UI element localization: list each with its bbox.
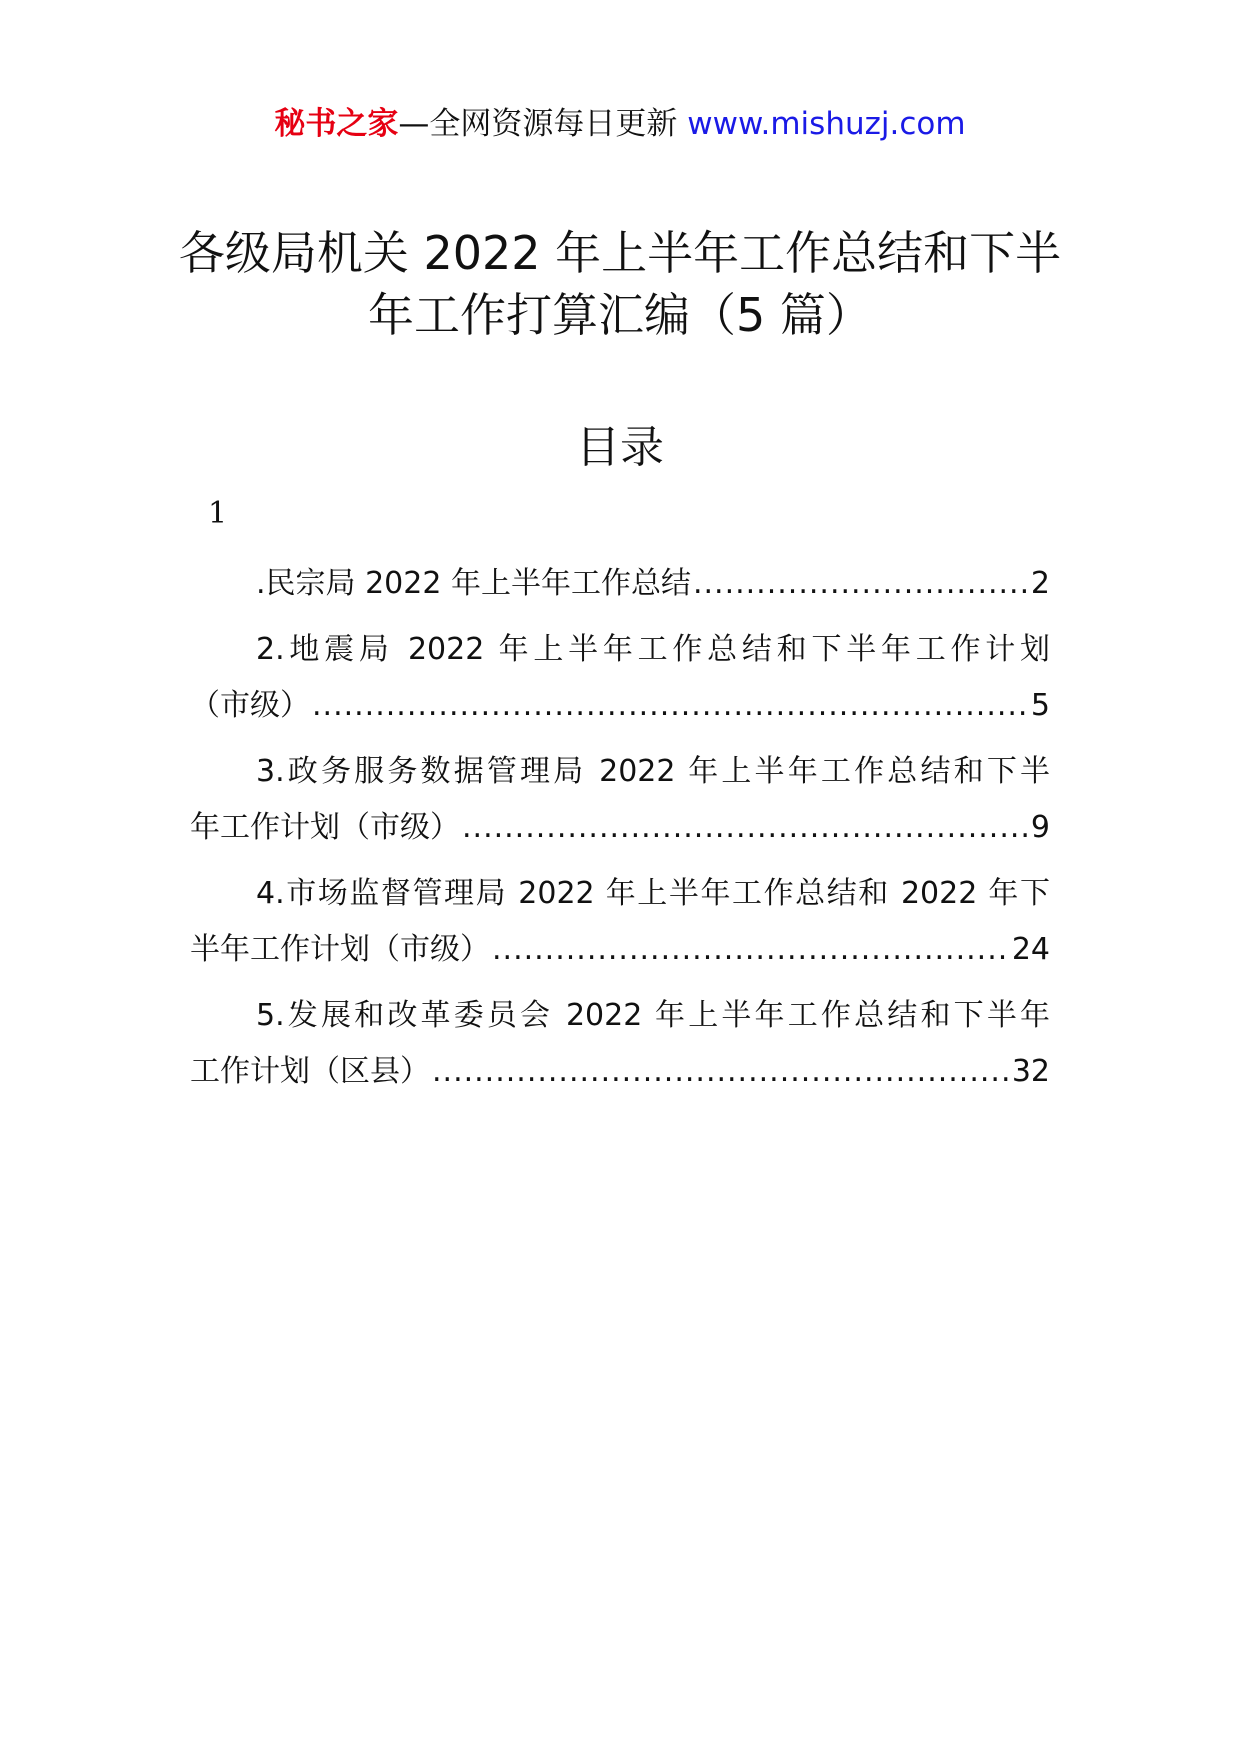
toc-entry-line bbox=[190, 744, 1050, 800]
toc-entry-text: 2.地震局 2022 年上半年工作总结和下半年工作计划 bbox=[256, 632, 1050, 667]
toc-entry-text: 年工作计划（市级） bbox=[190, 810, 460, 845]
toc-page-number: 5 bbox=[1030, 688, 1050, 723]
toc-leader-dots bbox=[312, 678, 1029, 734]
toc-stray-number: 1 bbox=[208, 496, 228, 531]
title-line-2: 年工作打算汇编（5 篇） bbox=[368, 288, 872, 342]
toc-entry-1[interactable] bbox=[190, 556, 1050, 612]
toc-leader-dots bbox=[432, 1044, 1010, 1100]
toc-page-number: 24 bbox=[1011, 932, 1050, 967]
document-title bbox=[150, 222, 1090, 346]
title-line-1: 各级局机关 2022 年上半年工作总结和下半 bbox=[178, 226, 1062, 280]
toc-entry-line bbox=[190, 922, 1050, 978]
toc-entry-text: 4.市场监督管理局 2022 年上半年工作总结和 2022 年下 bbox=[256, 876, 1050, 911]
toc-entry-line bbox=[190, 556, 1050, 612]
toc-heading: 目录 bbox=[576, 422, 664, 473]
toc-entry-4[interactable] bbox=[190, 866, 1050, 978]
toc-leader-dots bbox=[462, 800, 1029, 856]
toc-entry-line bbox=[190, 800, 1050, 856]
toc-entry-5[interactable] bbox=[190, 988, 1050, 1100]
toc-entry-line bbox=[190, 1044, 1050, 1100]
table-of-contents bbox=[190, 556, 1050, 1110]
toc-entry-2[interactable] bbox=[190, 622, 1050, 734]
site-header bbox=[0, 102, 1240, 146]
toc-page-number: 2 bbox=[1030, 566, 1050, 601]
toc-entry-line bbox=[190, 622, 1050, 678]
brand-name: 秘书之家 bbox=[274, 106, 399, 142]
toc-entry-3[interactable] bbox=[190, 744, 1050, 856]
toc-entry-line bbox=[190, 988, 1050, 1044]
toc-leader-dots bbox=[492, 922, 1010, 978]
toc-entry-text: 5.发展和改革委员会 2022 年上半年工作总结和下半年 bbox=[256, 998, 1050, 1033]
toc-entry-text: 半年工作计划（市级） bbox=[190, 932, 490, 967]
toc-entry-text: （市级） bbox=[190, 688, 310, 723]
toc-entry-text: 3.政务服务数据管理局 2022 年上半年工作总结和下半 bbox=[256, 754, 1050, 789]
toc-entry-text: .民宗局 2022 年上半年工作总结 bbox=[256, 566, 691, 601]
toc-page-number: 32 bbox=[1011, 1054, 1050, 1089]
toc-entry-line bbox=[190, 866, 1050, 922]
site-url-link[interactable]: www.mishuzj.com bbox=[687, 106, 966, 142]
site-slogan: —全网资源每日更新 bbox=[398, 106, 678, 142]
toc-entry-line bbox=[190, 678, 1050, 734]
toc-entry-text: 工作计划（区县） bbox=[190, 1054, 430, 1089]
toc-leader-dots bbox=[693, 556, 1029, 612]
toc-page-number: 9 bbox=[1030, 810, 1050, 845]
